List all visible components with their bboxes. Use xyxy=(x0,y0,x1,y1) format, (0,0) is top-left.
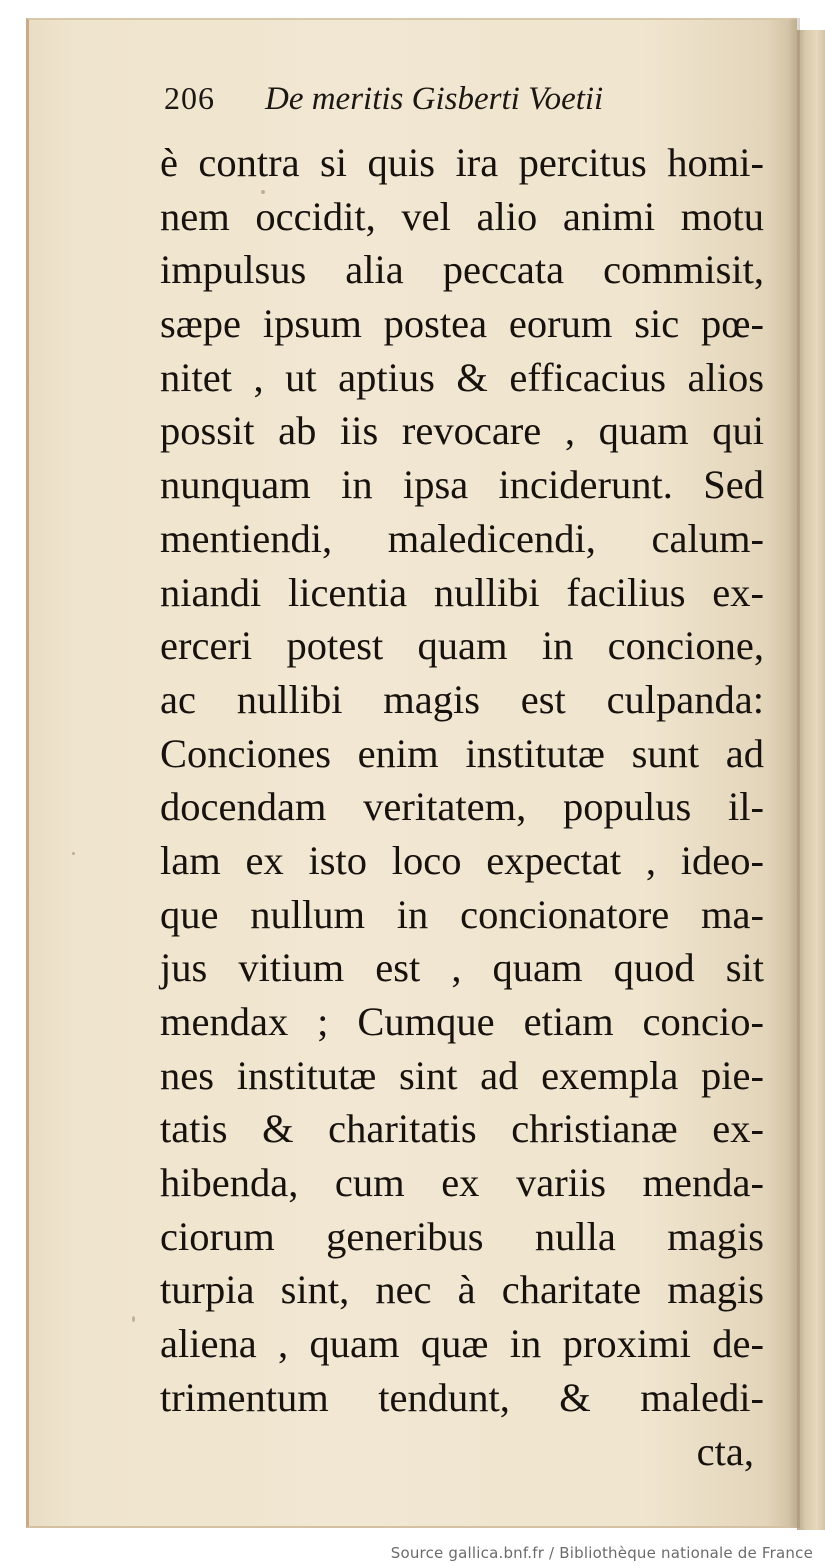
text-line: nitet , ut aptius & efficacius alios xyxy=(160,354,764,400)
paper-speck xyxy=(132,1316,135,1322)
running-title: De meritis Gisberti Voetii xyxy=(265,81,604,117)
text-line: mentiendi, maledicendi, calum- xyxy=(160,515,764,561)
text-line: turpia sint, nec à charitate magis xyxy=(160,1267,764,1313)
text-line: nes institutæ sint ad exempla pie- xyxy=(160,1052,764,1098)
text-line: hibenda, cum ex variis menda- xyxy=(160,1160,764,1206)
text-line: mendax ; Cumque etiam concio- xyxy=(160,999,764,1044)
text-line: lam ex isto loco expectat , ideo- xyxy=(160,837,764,883)
text-line: que nullum in concionatore ma- xyxy=(160,891,764,937)
text-line: impulsus alia peccata commisit, xyxy=(160,247,764,293)
text-line: aliena , quam quæ in proximi de- xyxy=(160,1321,764,1367)
catchword: cta, xyxy=(696,1428,754,1474)
text-line: ac nullibi magis est culpanda: xyxy=(160,676,764,722)
gutter-shadow xyxy=(788,18,800,1528)
text-line: sæpe ipsum postea eorum sic pœ- xyxy=(160,301,764,347)
text-line: tatis & charitatis christianæ ex- xyxy=(160,1106,764,1152)
text-line: possit ab iis revocare , quam qui xyxy=(160,408,764,454)
text-line: ciorum generibus nulla magis xyxy=(160,1213,764,1259)
text-line: docendam veritatem, populus il- xyxy=(160,784,764,830)
paper-speck xyxy=(72,852,75,855)
text-line: erceri potest quam in concione, xyxy=(160,623,764,669)
next-leaf-edge xyxy=(797,30,825,1530)
text-block xyxy=(160,136,764,1478)
text-line: nunquam in ipsa inciderunt. Sed xyxy=(160,462,764,508)
text-line: trimentum tendunt, & maledi- xyxy=(160,1374,764,1420)
running-head xyxy=(164,80,674,124)
page-number: 206 xyxy=(164,80,215,116)
text-line: jus vitium est , quam quod sit xyxy=(160,945,764,991)
text-line: è contra si quis ira percitus homi- xyxy=(160,140,764,185)
text-line: nem occidit, vel alio animi motu xyxy=(160,193,764,239)
text-line: niandi licentia nullibi facilius ex- xyxy=(160,569,764,615)
text-line: Conciones enim institutæ sunt ad xyxy=(160,730,764,776)
source-footer: Source gallica.bnf.fr / Bibliothèque nationale de France xyxy=(390,1544,813,1562)
